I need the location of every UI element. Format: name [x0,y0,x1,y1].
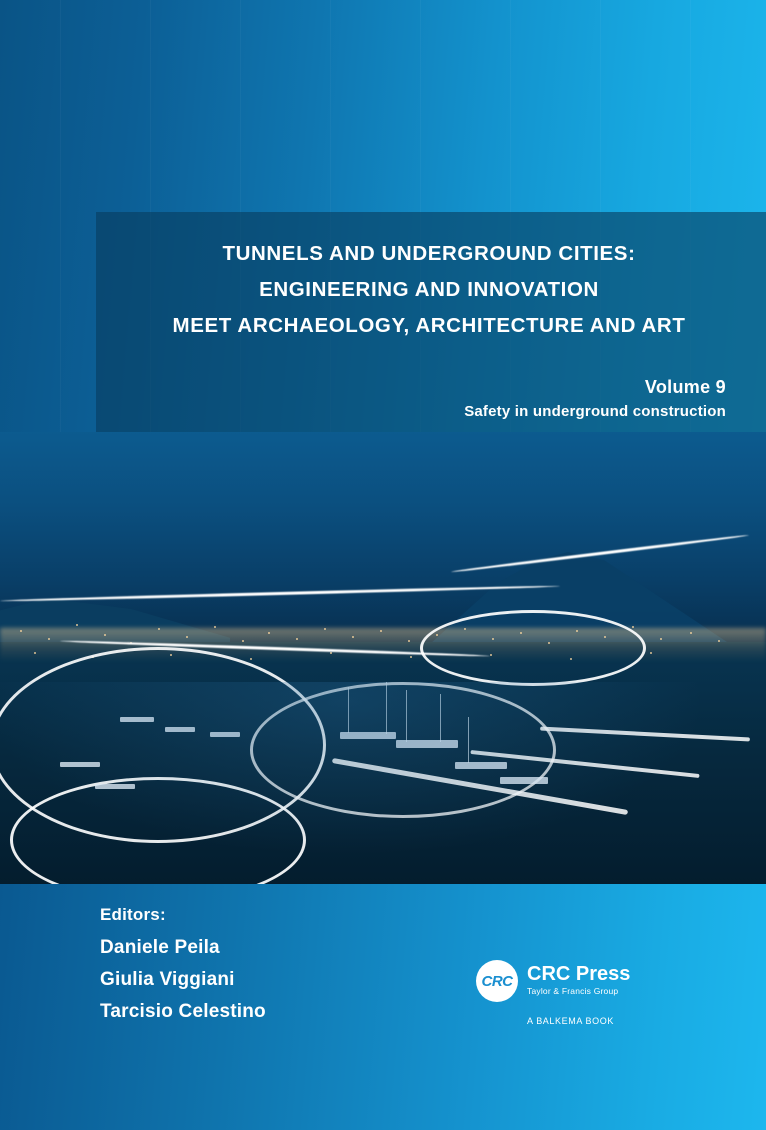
publisher-name: CRC Press [527,963,631,985]
photo-water-sheen [0,682,766,882]
title-line-2: ENGINEERING AND INNOVATION [259,278,599,301]
crc-roundel-text: CRC [481,972,513,990]
editor-name-3: Tarcisio Celestino [100,1001,266,1022]
light-trail-loop-right [420,610,646,686]
title-panel [96,212,766,432]
imprint-label: A BALKEMA BOOK [527,1016,614,1026]
editors-block [100,898,266,1028]
editor-name-2: Giulia Viggiani [100,969,235,990]
volume-subtitle: Safety in underground construction [464,403,726,420]
title-line-3: MEET ARCHAEOLOGY, ARCHITECTURE AND ART [172,314,686,337]
volume-number: Volume 9 [644,377,726,397]
cover-photograph [0,432,766,884]
editors-label: Editors: [100,905,166,924]
volume-block [122,374,736,424]
publisher-group: Taylor & Francis Group [527,986,619,996]
title-line-1: TUNNELS AND UNDERGROUND CITIES: [222,242,636,265]
publisher-logo [476,960,676,1026]
editor-name-1: Daniele Peila [100,937,220,958]
crc-roundel-icon [476,960,518,1002]
